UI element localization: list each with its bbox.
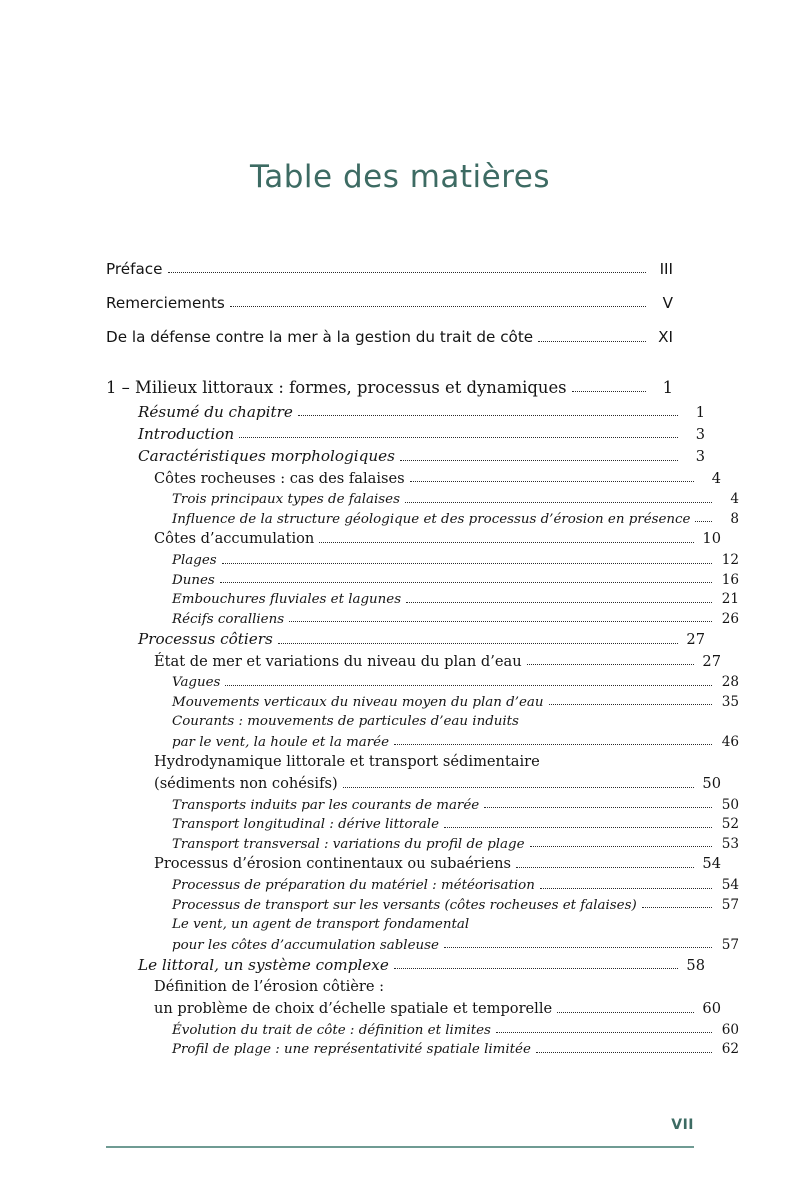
toc-entry-page: 52	[721, 816, 739, 833]
toc-entry-page: 53	[721, 835, 739, 852]
toc-entry[interactable]	[106, 296, 673, 311]
toc-entry[interactable]	[106, 571, 739, 588]
leader-dots	[394, 743, 712, 745]
toc-entry-page: 60	[721, 1021, 739, 1038]
leader-dots	[642, 906, 712, 908]
toc-entry[interactable]	[106, 427, 705, 442]
leader-dots	[496, 1031, 712, 1033]
toc-entry-page: 4	[711, 469, 721, 487]
toc-entry-page: 10	[702, 530, 721, 548]
toc-entry[interactable]	[106, 652, 721, 670]
toc-entry[interactable]	[106, 876, 739, 894]
toc-entry-label: Processus d’érosion continentaux ou subaériens	[154, 855, 511, 873]
toc-entry-label: par le vent, la houle et la marée	[172, 734, 389, 750]
toc-entry-page: 28	[721, 674, 739, 691]
leader-dots	[298, 414, 678, 416]
toc-entry-page: 46	[721, 733, 739, 750]
toc-entry-page: 57	[721, 896, 739, 913]
leader-dots	[343, 786, 694, 788]
toc-entry-page: 3	[695, 448, 705, 466]
leader-dots	[516, 866, 694, 868]
toc-chapter-label: 1 – Milieux littoraux : formes, processus et dynamiques	[106, 377, 567, 397]
leader-dots	[538, 340, 646, 342]
toc-entry-page: V	[662, 294, 673, 313]
toc-entry[interactable]	[106, 857, 721, 872]
toc-entry-page: 62	[721, 1041, 739, 1058]
front-matter-list	[106, 262, 673, 346]
leader-dots	[444, 826, 712, 828]
toc-entry-page: 50	[721, 796, 739, 813]
toc-entry[interactable]	[106, 262, 673, 277]
toc-entry-page: 35	[721, 693, 739, 710]
toc-entry-label: Caractéristiques morphologiques	[138, 447, 395, 466]
toc-entry-label: Résumé du chapitre	[138, 403, 293, 422]
toc-entry-page: 58	[686, 956, 705, 974]
leader-dots	[540, 887, 712, 889]
toc-entry[interactable]	[106, 999, 721, 1017]
toc-entry-label: Plages	[172, 553, 217, 569]
leader-dots	[527, 663, 694, 665]
toc-entry[interactable]	[106, 405, 705, 420]
toc-entry-label: Récifs coralliens	[172, 611, 285, 627]
leader-dots	[168, 271, 647, 273]
toc-entry-label: Mouvements verticaux du niveau moyen du plan d’eau	[172, 694, 544, 710]
toc-entry-label: Transport longitudinal : dérive littorale	[172, 817, 439, 833]
leader-dots	[530, 845, 712, 847]
toc-entry-label: Hydrodynamique littorale et transport sédimentaire	[154, 753, 540, 771]
toc-entry-label: Courants : mouvements de particules d’eau induits	[172, 714, 519, 730]
toc-entry[interactable]	[106, 493, 739, 507]
toc-chapter-entry[interactable]	[106, 377, 673, 397]
toc-entry-page: 54	[721, 876, 739, 893]
toc-entry-label: (sédiments non cohésifs)	[154, 774, 338, 792]
toc-entry[interactable]	[106, 330, 673, 345]
toc-entry[interactable]	[106, 1043, 739, 1057]
toc-entry-label: Processus de transport sur les versants (côtes rocheuses et falaises)	[172, 897, 637, 913]
toc-entry[interactable]	[106, 733, 739, 750]
toc-entry-label: Trois principaux types de falaises	[172, 492, 400, 508]
toc-entry-page: 8	[730, 510, 739, 527]
toc-entry[interactable]	[106, 449, 705, 464]
toc-entry[interactable]	[106, 896, 739, 913]
toc-entry-label: Remerciements	[106, 294, 225, 313]
leader-dots	[536, 1051, 712, 1053]
toc-entry[interactable]	[106, 532, 721, 547]
leader-dots	[278, 642, 678, 644]
leader-dots	[289, 620, 712, 622]
page-folio: VII	[671, 1117, 694, 1133]
toc-entry-page: 12	[721, 552, 739, 568]
toc-entry-page: 1	[695, 403, 705, 421]
toc-entry-page: 26	[721, 610, 739, 627]
toc-chapter-page: 1	[662, 377, 673, 397]
toc-entry-label: Dunes	[172, 572, 215, 588]
toc-entry-label: Introduction	[138, 425, 235, 444]
toc-entry-label: Vagues	[172, 675, 221, 691]
leader-dots	[405, 501, 712, 503]
leader-dots	[484, 806, 712, 808]
leader-dots	[549, 703, 713, 705]
toc-entry-label: Côtes d’accumulation	[154, 530, 315, 548]
toc-entry-page: 54	[702, 855, 721, 873]
toc-entry[interactable]	[106, 1021, 739, 1038]
toc-entry-page: 27	[686, 630, 705, 648]
leader-dots	[695, 520, 712, 522]
toc-entry-label: Transport transversal : variations du profil de plage	[172, 836, 525, 852]
toc-entry-label: Côtes rocheuses : cas des falaises	[154, 469, 405, 487]
toc-entry-page: 50	[702, 774, 721, 792]
toc-entry[interactable]	[106, 835, 739, 852]
toc-entry-page: 16	[721, 571, 739, 588]
toc-entry[interactable]	[106, 796, 739, 813]
chapter-block	[106, 377, 739, 1058]
toc-entry-page: XI	[658, 328, 673, 347]
toc-entry-label: pour les côtes d’accumulation sableuse	[172, 937, 439, 953]
toc-entry[interactable]	[106, 676, 739, 690]
toc-entry-page: 3	[695, 425, 705, 443]
toc-entry[interactable]	[106, 774, 721, 792]
toc-entry-label: un problème de choix d’échelle spatiale et temporelle	[154, 999, 553, 1017]
leader-dots	[572, 390, 646, 392]
leader-dots	[222, 562, 712, 564]
leader-dots	[319, 541, 694, 543]
toc-entry-page: 21	[721, 591, 739, 608]
toc-entry-label: Définition de l’érosion côtière :	[154, 978, 385, 996]
toc-entry[interactable]	[106, 755, 721, 770]
leader-dots	[225, 684, 712, 686]
table-of-contents	[106, 260, 739, 1063]
toc-entry[interactable]	[106, 632, 705, 647]
toc-entry-label: Processus côtiers	[138, 630, 273, 649]
toc-entry-label: Préface	[106, 260, 163, 278]
toc-entry[interactable]	[106, 818, 739, 832]
leader-dots	[444, 946, 712, 948]
leader-dots	[557, 1011, 694, 1013]
toc-entry-page: 27	[702, 652, 721, 670]
toc-entry[interactable]	[106, 936, 739, 953]
leader-dots	[230, 305, 646, 307]
toc-entry[interactable]	[106, 958, 705, 973]
toc-entry-label: Le littoral, un système complexe	[138, 956, 389, 975]
footer-rule	[106, 1146, 694, 1148]
toc-entry-label: Le vent, un agent de transport fondamental	[172, 917, 470, 933]
toc-entry-page: 4	[730, 491, 739, 508]
leader-dots	[400, 459, 678, 461]
toc-entry-label: Évolution du trait de côte : définition et limites	[172, 1022, 491, 1038]
toc-entry[interactable]	[106, 554, 739, 568]
toc-entry[interactable]	[106, 469, 721, 487]
toc-entry-label: Processus de préparation du matériel : météorisation	[172, 878, 535, 894]
toc-entry[interactable]	[106, 693, 739, 710]
toc-entry-label: Profil de plage : une représentativité spatiale limitée	[172, 1042, 531, 1058]
toc-entry-label: État de mer et variations du niveau du plan d’eau	[154, 652, 522, 670]
toc-entry-label: Influence de la structure géologique et des processus d’érosion en présence	[172, 512, 691, 527]
toc-entry-page: 60	[702, 999, 721, 1017]
toc-entry[interactable]	[106, 715, 739, 728]
leader-dots	[406, 601, 712, 603]
page-title: Table des matières	[249, 158, 551, 195]
leader-dots	[394, 967, 678, 969]
toc-entry-page: 57	[721, 936, 739, 953]
toc-entry[interactable]	[106, 980, 721, 995]
toc-entry-label: Embouchures fluviales et lagunes	[172, 592, 402, 608]
toc-entry[interactable]	[106, 593, 739, 607]
leader-dots	[220, 581, 712, 583]
leader-dots	[239, 436, 678, 438]
toc-entry[interactable]	[106, 918, 739, 931]
toc-entry[interactable]	[106, 610, 739, 627]
toc-entry-label: Transports induits par les courants de marée	[172, 797, 480, 813]
toc-entry-page: III	[659, 260, 673, 278]
toc-entry[interactable]	[106, 510, 739, 527]
leader-dots	[410, 480, 694, 482]
toc-entry-label: De la défense contre la mer à la gestion du trait de côte	[106, 328, 534, 347]
